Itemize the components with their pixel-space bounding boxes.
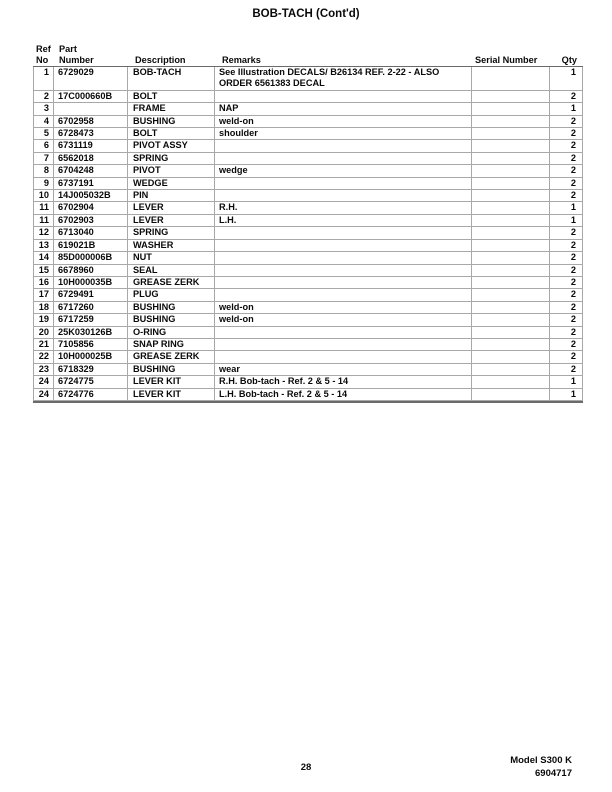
ref-no-cell: 12 bbox=[33, 227, 54, 238]
parts-table bbox=[33, 43, 583, 403]
qty-cell: 2 bbox=[550, 240, 583, 251]
ref-no-cell: 16 bbox=[33, 277, 54, 288]
table-row bbox=[33, 153, 583, 165]
table-header-row bbox=[33, 43, 583, 67]
remarks-cell: See Illustration DECALS/ B26134 REF. 2-22 - ALSO ORDER 6561383 DECAL bbox=[215, 67, 472, 90]
table-row bbox=[33, 165, 583, 177]
description-cell: SPRING bbox=[128, 227, 215, 238]
table-row bbox=[33, 140, 583, 152]
table-row bbox=[33, 178, 583, 190]
remarks-cell bbox=[215, 289, 472, 300]
remarks-cell bbox=[215, 178, 472, 189]
description-cell: WEDGE bbox=[128, 178, 215, 189]
remarks-cell: R.H. bbox=[215, 202, 472, 213]
part-number-cell: 6724775 bbox=[54, 376, 128, 387]
table-row bbox=[33, 116, 583, 128]
description-cell: LEVER bbox=[128, 202, 215, 213]
ref-no-cell: 3 bbox=[33, 103, 54, 114]
description-cell: LEVER KIT bbox=[128, 376, 215, 387]
table-row bbox=[33, 277, 583, 289]
description-cell: BUSHING bbox=[128, 302, 215, 313]
part-number-cell: 25K030126B bbox=[54, 327, 128, 338]
part-number-cell: 14J005032B bbox=[54, 190, 128, 201]
serial-number-cell bbox=[472, 339, 550, 350]
qty-cell: 2 bbox=[550, 227, 583, 238]
remarks-cell bbox=[215, 339, 472, 350]
part-number-cell: 6731119 bbox=[54, 140, 128, 151]
qty-cell: 2 bbox=[550, 252, 583, 263]
part-number-cell: 6717260 bbox=[54, 302, 128, 313]
description-cell: SNAP RING bbox=[128, 339, 215, 350]
serial-number-cell bbox=[472, 351, 550, 362]
part-number-cell: 17C000660B bbox=[54, 91, 128, 102]
description-cell: SPRING bbox=[128, 153, 215, 164]
description-cell: PIVOT ASSY bbox=[128, 140, 215, 151]
remarks-cell bbox=[215, 153, 472, 164]
ref-no-cell: 21 bbox=[33, 339, 54, 350]
serial-number-cell bbox=[472, 314, 550, 325]
qty-cell: 2 bbox=[550, 128, 583, 139]
description-cell: PLUG bbox=[128, 289, 215, 300]
table-row bbox=[33, 314, 583, 326]
qty-cell: 2 bbox=[550, 351, 583, 362]
description-cell: BUSHING bbox=[128, 314, 215, 325]
remarks-cell bbox=[215, 351, 472, 362]
model-block bbox=[510, 754, 572, 780]
part-number-cell: 85D000006B bbox=[54, 252, 128, 263]
qty-cell: 1 bbox=[550, 389, 583, 400]
page-title: BOB-TACH (Cont'd) bbox=[252, 8, 360, 20]
part-number-cell: 619021B bbox=[54, 240, 128, 251]
ref-no-cell: 14 bbox=[33, 252, 54, 263]
description-cell: BOLT bbox=[128, 91, 215, 102]
remarks-cell bbox=[215, 265, 472, 276]
remarks-cell bbox=[215, 277, 472, 288]
table-row bbox=[33, 91, 583, 103]
header-ref-no: Ref No bbox=[36, 44, 51, 65]
table-row bbox=[33, 252, 583, 264]
remarks-cell: R.H. Bob-tach - Ref. 2 & 5 - 14 bbox=[215, 376, 472, 387]
ref-no-cell: 13 bbox=[33, 240, 54, 251]
part-number-cell: 6704248 bbox=[54, 165, 128, 176]
remarks-cell: wedge bbox=[215, 165, 472, 176]
description-cell: O-RING bbox=[128, 327, 215, 338]
remarks-cell: wear bbox=[215, 364, 472, 375]
description-cell: BOB-TACH bbox=[128, 67, 215, 90]
ref-no-cell: 4 bbox=[33, 116, 54, 127]
qty-cell: 2 bbox=[550, 302, 583, 313]
serial-number-cell bbox=[472, 91, 550, 102]
serial-number-cell bbox=[472, 252, 550, 263]
serial-number-cell bbox=[472, 289, 550, 300]
qty-cell: 2 bbox=[550, 314, 583, 325]
remarks-cell: weld-on bbox=[215, 116, 472, 127]
part-number-cell: 10H000035B bbox=[54, 277, 128, 288]
serial-number-cell bbox=[472, 227, 550, 238]
part-number-cell: 6702904 bbox=[54, 202, 128, 213]
remarks-cell: shoulder bbox=[215, 128, 472, 139]
remarks-cell: weld-on bbox=[215, 314, 472, 325]
ref-no-cell: 2 bbox=[33, 91, 54, 102]
part-number-cell: 6702958 bbox=[54, 116, 128, 127]
remarks-cell: weld-on bbox=[215, 302, 472, 313]
part-number-cell: 6702903 bbox=[54, 215, 128, 226]
serial-number-cell bbox=[472, 327, 550, 338]
table-row bbox=[33, 327, 583, 339]
qty-cell: 2 bbox=[550, 190, 583, 201]
table-row bbox=[33, 190, 583, 202]
description-cell: BUSHING bbox=[128, 116, 215, 127]
remarks-cell: NAP bbox=[215, 103, 472, 114]
serial-number-cell bbox=[472, 67, 550, 90]
remarks-cell bbox=[215, 240, 472, 251]
part-number-cell bbox=[54, 103, 128, 114]
ref-no-cell: 15 bbox=[33, 265, 54, 276]
serial-number-cell bbox=[472, 277, 550, 288]
part-number-cell: 7105856 bbox=[54, 339, 128, 350]
description-cell: LEVER bbox=[128, 215, 215, 226]
serial-number-cell bbox=[472, 302, 550, 313]
description-cell: BOLT bbox=[128, 128, 215, 139]
serial-number-cell bbox=[472, 215, 550, 226]
serial-number-cell bbox=[472, 128, 550, 139]
table-row bbox=[33, 240, 583, 252]
serial-number-cell bbox=[472, 178, 550, 189]
description-cell: NUT bbox=[128, 252, 215, 263]
table-row bbox=[33, 289, 583, 301]
table-row bbox=[33, 351, 583, 363]
remarks-cell bbox=[215, 91, 472, 102]
qty-cell: 2 bbox=[550, 153, 583, 164]
serial-number-cell bbox=[472, 389, 550, 400]
qty-cell: 1 bbox=[550, 215, 583, 226]
ref-no-cell: 9 bbox=[33, 178, 54, 189]
ref-no-cell: 5 bbox=[33, 128, 54, 139]
serial-number-cell bbox=[472, 364, 550, 375]
qty-cell: 2 bbox=[550, 178, 583, 189]
ref-no-cell: 22 bbox=[33, 351, 54, 362]
part-number-cell: 6562018 bbox=[54, 153, 128, 164]
table-row bbox=[33, 376, 583, 388]
table-row bbox=[33, 364, 583, 376]
remarks-cell bbox=[215, 140, 472, 151]
description-cell: GREASE ZERK bbox=[128, 277, 215, 288]
header-remarks: Remarks bbox=[222, 55, 261, 65]
model-label: Model S300 K bbox=[510, 755, 572, 766]
table-row bbox=[33, 339, 583, 351]
ref-no-cell: 10 bbox=[33, 190, 54, 201]
table-row bbox=[33, 302, 583, 314]
description-cell: LEVER KIT bbox=[128, 389, 215, 400]
part-number-cell: 6729491 bbox=[54, 289, 128, 300]
remarks-cell bbox=[215, 190, 472, 201]
serial-number-cell bbox=[472, 190, 550, 201]
serial-number-cell bbox=[472, 140, 550, 151]
ref-no-cell: 23 bbox=[33, 364, 54, 375]
ref-no-cell: 19 bbox=[33, 314, 54, 325]
serial-number-cell bbox=[472, 103, 550, 114]
part-number-cell: 6678960 bbox=[54, 265, 128, 276]
description-cell: PIVOT bbox=[128, 165, 215, 176]
part-number-cell: 6728473 bbox=[54, 128, 128, 139]
page-number: 28 bbox=[300, 762, 312, 773]
qty-cell: 1 bbox=[550, 67, 583, 90]
description-cell: SEAL bbox=[128, 265, 215, 276]
part-number-cell: 10H000025B bbox=[54, 351, 128, 362]
table-row bbox=[33, 103, 583, 115]
qty-cell: 2 bbox=[550, 277, 583, 288]
remarks-cell bbox=[215, 227, 472, 238]
qty-cell: 1 bbox=[550, 202, 583, 213]
ref-no-cell: 7 bbox=[33, 153, 54, 164]
serial-number-cell bbox=[472, 376, 550, 387]
remarks-cell bbox=[215, 327, 472, 338]
ref-no-cell: 20 bbox=[33, 327, 54, 338]
part-number-cell: 6717259 bbox=[54, 314, 128, 325]
table-body bbox=[33, 67, 583, 403]
part-number-cell: 6713040 bbox=[54, 227, 128, 238]
header-part-number: Part Number bbox=[59, 44, 94, 65]
description-cell: PIN bbox=[128, 190, 215, 201]
qty-cell: 2 bbox=[550, 339, 583, 350]
table-row bbox=[33, 67, 583, 91]
header-serial-number: Serial Number bbox=[475, 55, 538, 65]
serial-number-cell bbox=[472, 265, 550, 276]
ref-no-cell: 18 bbox=[33, 302, 54, 313]
ref-no-cell: 24 bbox=[33, 389, 54, 400]
part-number-cell: 6718329 bbox=[54, 364, 128, 375]
serial-number-cell bbox=[472, 165, 550, 176]
ref-no-cell: 11 bbox=[33, 215, 54, 226]
qty-cell: 1 bbox=[550, 103, 583, 114]
remarks-cell bbox=[215, 252, 472, 263]
description-cell: BUSHING bbox=[128, 364, 215, 375]
ref-no-cell: 1 bbox=[33, 67, 54, 90]
ref-no-cell: 24 bbox=[33, 376, 54, 387]
part-number-cell: 6737191 bbox=[54, 178, 128, 189]
table-row bbox=[33, 389, 583, 401]
ref-no-cell: 17 bbox=[33, 289, 54, 300]
table-row bbox=[33, 202, 583, 214]
remarks-cell: L.H. bbox=[215, 215, 472, 226]
table-row bbox=[33, 215, 583, 227]
serial-number-cell bbox=[472, 240, 550, 251]
qty-cell: 2 bbox=[550, 265, 583, 276]
qty-cell: 2 bbox=[550, 364, 583, 375]
qty-cell: 2 bbox=[550, 140, 583, 151]
serial-number-cell bbox=[472, 202, 550, 213]
description-cell: GREASE ZERK bbox=[128, 351, 215, 362]
header-qty: Qty bbox=[561, 55, 577, 65]
qty-cell: 2 bbox=[550, 327, 583, 338]
qty-cell: 2 bbox=[550, 116, 583, 127]
ref-no-cell: 8 bbox=[33, 165, 54, 176]
table-row bbox=[33, 227, 583, 239]
ref-no-cell: 6 bbox=[33, 140, 54, 151]
doc-number: 6904717 bbox=[535, 768, 572, 779]
table-row bbox=[33, 265, 583, 277]
serial-number-cell bbox=[472, 116, 550, 127]
part-number-cell: 6729029 bbox=[54, 67, 128, 90]
ref-no-cell: 11 bbox=[33, 202, 54, 213]
part-number-cell: 6724776 bbox=[54, 389, 128, 400]
header-description: Description bbox=[135, 55, 186, 65]
remarks-cell: L.H. Bob-tach - Ref. 2 & 5 - 14 bbox=[215, 389, 472, 400]
qty-cell: 2 bbox=[550, 165, 583, 176]
serial-number-cell bbox=[472, 153, 550, 164]
qty-cell: 1 bbox=[550, 376, 583, 387]
description-cell: WASHER bbox=[128, 240, 215, 251]
qty-cell: 2 bbox=[550, 289, 583, 300]
description-cell: FRAME bbox=[128, 103, 215, 114]
table-row bbox=[33, 128, 583, 140]
qty-cell: 2 bbox=[550, 91, 583, 102]
